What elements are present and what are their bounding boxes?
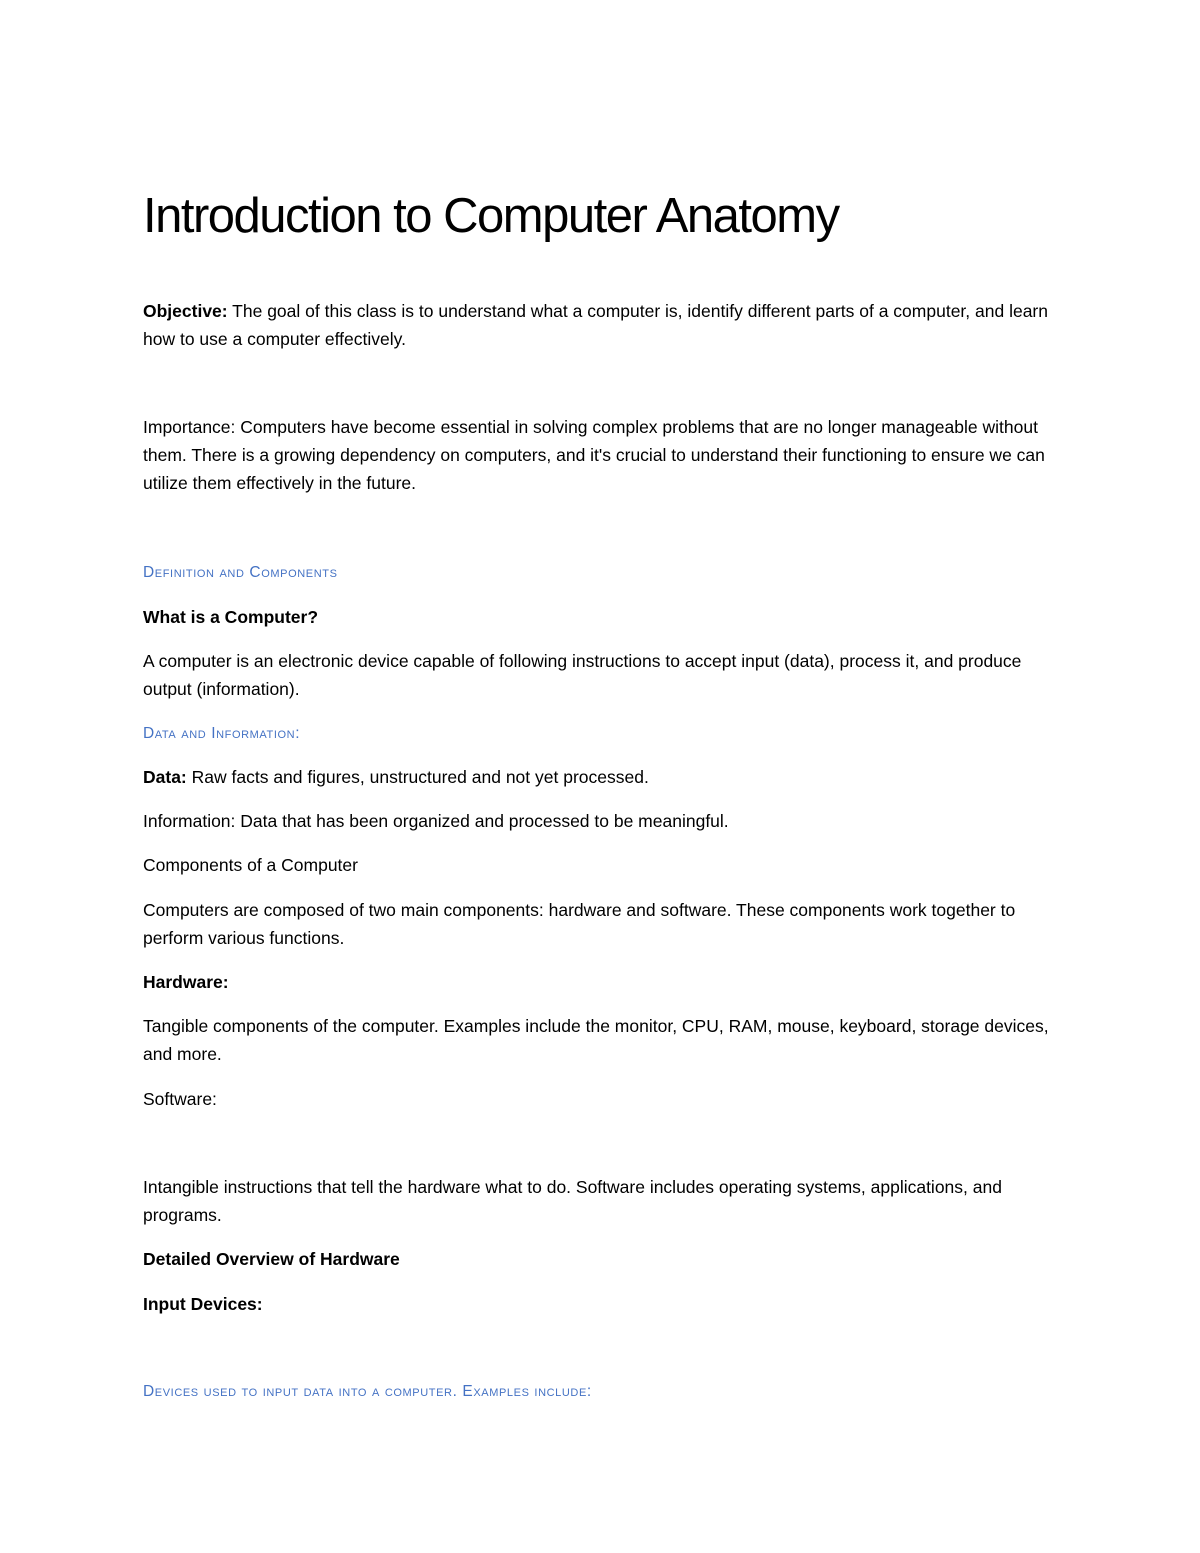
document-title: Introduction to Computer Anatomy: [143, 189, 839, 243]
hardware-heading: Hardware:: [143, 972, 229, 992]
objective-text: The goal of this class is to understand what a computer is, identify different parts of a computer, and learn how to use a computer effectively.: [143, 301, 1048, 349]
hardware-overview-heading: Detailed Overview of Hardware: [143, 1249, 400, 1269]
components-paragraph: Computers are composed of two main components: hardware and software. These components work together to perform various functions.: [143, 900, 1016, 948]
data-definition-paragraph: [143, 763, 1053, 791]
software-paragraph: Intangible instructions that tell the hardware what to do. Software includes operating systems, applications, and programs.: [143, 1177, 1002, 1225]
data-label: Data:: [143, 767, 187, 787]
input-devices-heading: Input Devices:: [143, 1294, 263, 1314]
importance-paragraph: Importance: Computers have become essential in solving complex problems that are no longer manageable without them. There is a growing dependency on computers, and it's crucial to understand their functioning to ensure we can utilize them effectively in the future.: [143, 417, 1045, 493]
components-heading: Components of a Computer: [143, 855, 358, 875]
information-definition-paragraph: Information: Data that has been organized and processed to be meaningful.: [143, 811, 729, 831]
what-is-computer-heading: What is a Computer?: [143, 607, 319, 627]
input-devices-section-heading: Devices used to input data into a computer. Examples include:: [143, 1383, 592, 1400]
objective-paragraph: [143, 297, 1053, 353]
what-is-computer-paragraph: A computer is an electronic device capable of following instructions to accept input (data), process it, and produce output (information).: [143, 651, 1022, 699]
definition-section-heading: Definition and Components: [143, 564, 338, 581]
data-information-section-heading: Data and Information:: [143, 725, 301, 742]
hardware-paragraph: Tangible components of the computer. Examples include the monitor, CPU, RAM, mouse, keyboard, storage devices, and more.: [143, 1016, 1049, 1064]
objective-label: Objective:: [143, 301, 228, 321]
data-definition-text: Raw facts and figures, unstructured and not yet processed.: [186, 767, 649, 787]
software-heading: Software:: [143, 1089, 217, 1109]
